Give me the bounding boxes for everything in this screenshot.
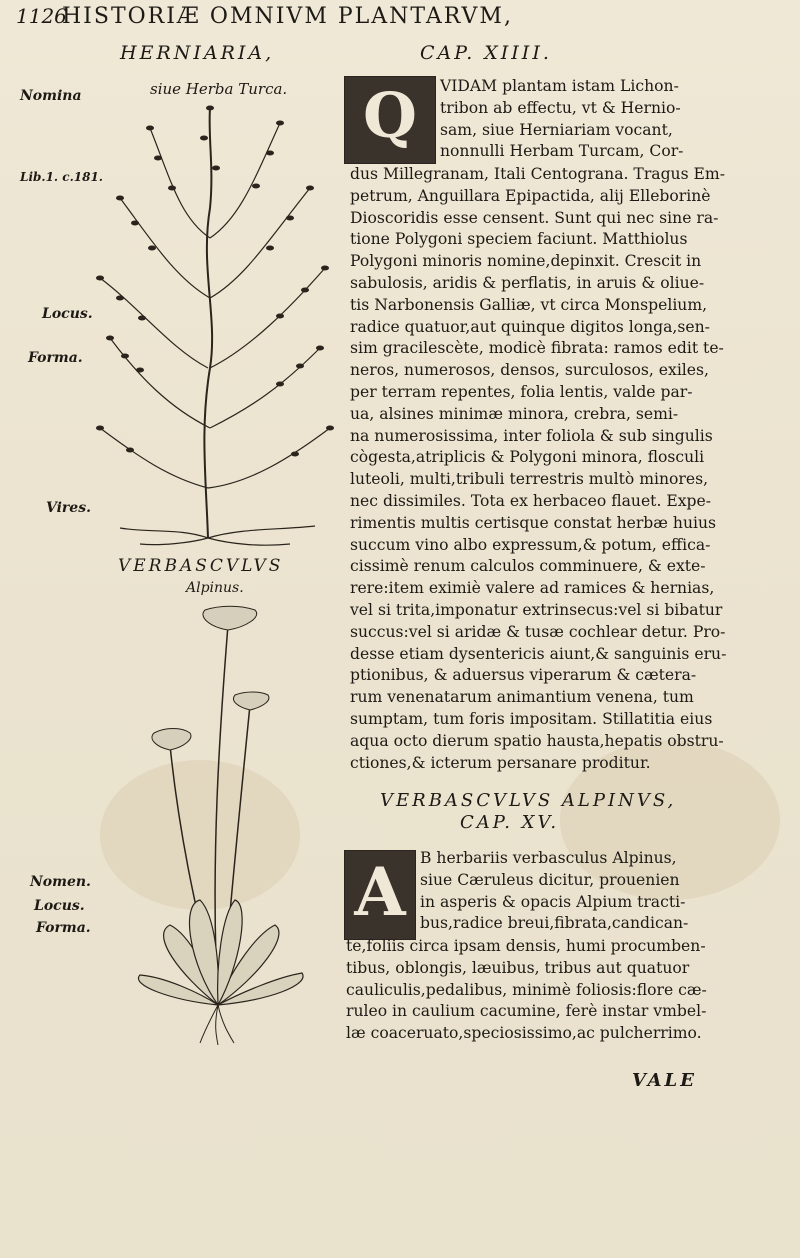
text-line: sabulosis, aridis & perflatis, in aruis & oliue-: [350, 273, 705, 292]
text-line: neros, numerosos, densos, surculosos, exiles,: [350, 361, 709, 380]
text-line: ua, alsines minimæ minora, crebra, semi-: [350, 404, 679, 423]
text-line: tribon ab effectu, vt & Hernio-: [440, 98, 681, 117]
margin-note-forma: Forma.: [28, 350, 83, 366]
chapter15-text-body: [346, 936, 707, 1045]
chapter15-text-top: [420, 848, 688, 935]
chapter-title-verbasculus: VERBASCVLVS ALPINVS,: [380, 790, 677, 811]
chapter-number-14: CAP. XIIII.: [420, 42, 552, 64]
plant-caption-herniaria: siue Herba Turca.: [150, 80, 288, 98]
text-line: cauliculis,pedalibus, minimè foliosis:flore cæ-: [346, 980, 707, 999]
text-line: nonnulli Herbam Turcam, Cor-: [440, 142, 684, 161]
margin-note-nomen: Nomen.: [30, 874, 91, 890]
text-line: te,foliis circa ipsam densis, humi procumben-: [346, 937, 706, 955]
text-line: Polygoni minoris nomine,depinxit. Crescit in: [350, 252, 702, 271]
margin-note-locus-2: Locus.: [34, 898, 85, 914]
initial-letter: Q: [362, 79, 417, 152]
plant-caption-verbasculus: VERBASCVLVS: [118, 556, 284, 576]
text-line: tibus, oblongis, læuibus, tribus aut quatuor: [346, 958, 690, 977]
page-number: 1126: [16, 4, 67, 28]
chapter-number-15: CAP. XV.: [460, 812, 560, 833]
text-line: siue Cæruleus dicitur, prouenien: [420, 870, 680, 889]
text-line: na numerosissima, inter foliola & sub singulis: [350, 426, 713, 445]
text-line: aqua octo dierum spatio hausta,hepatis obstru-: [350, 731, 724, 750]
text-line: rum venenatarum animantium venena, tum: [350, 688, 694, 707]
text-line: succus:vel si aridæ & tusæ cochlear detur. Pro-: [350, 622, 726, 641]
text-line: per terram repentes, folia lentis, valde par-: [350, 382, 693, 401]
decorated-initial-a: [344, 850, 416, 940]
text-line: VIDAM plantam istam Lichon-: [440, 77, 679, 95]
text-line: desse etiam dysentericis aiunt,& sanguinis eru-: [350, 644, 727, 663]
running-title: HISTORIÆ OMNIVM PLANTARVM,: [62, 4, 513, 29]
text-line: sim gracilescète, modicè fibrata: ramos edit te-: [350, 339, 724, 358]
plant-caption-alpinus: Alpinus.: [186, 580, 244, 596]
margin-note-locus: Locus.: [42, 306, 93, 322]
text-line: tis Narbonensis Galliæ, vt circa Monspelium,: [350, 295, 708, 314]
verbasculus-illustration: [110, 605, 330, 1045]
decorated-initial-q: [344, 76, 436, 164]
text-line: cissimè renum calculos comminuere, & exte-: [350, 557, 706, 576]
margin-note-vires: Vires.: [46, 500, 91, 516]
margin-note-lib: Lib.1. c.181.: [20, 170, 103, 184]
text-line: B herbariis verbasculus Alpinus,: [420, 849, 677, 867]
margin-note-forma-2: Forma.: [36, 920, 91, 936]
text-line: nec dissimiles. Tota ex herbaceo flauet. Expe-: [350, 491, 712, 510]
text-line: ruleo in caulium cacumine, ferè instar vmbel-: [346, 1002, 707, 1021]
text-line: sam, siue Herniariam vocant,: [440, 120, 673, 139]
initial-letter: A: [354, 853, 406, 931]
text-line: ptionibus, & aduersus viperarum & cætera-: [350, 666, 697, 685]
margin-note-nomina: Nomina: [20, 88, 82, 104]
herniaria-illustration: [80, 98, 342, 548]
text-line: sumptam, tum foris impositam. Stillatitia eius: [350, 709, 713, 728]
closing-word-vale: VALE: [632, 1070, 697, 1091]
running-head: [16, 4, 513, 29]
text-line: læ coaceruato,speciosissimo,ac pulcherrimo.: [346, 1024, 702, 1043]
text-line: succum vino albo expressum,& potum, effica-: [350, 535, 711, 554]
chapter14-text-top: [440, 76, 683, 163]
text-line: dus Millegranam, Itali Centograna. Tragus Em-: [350, 165, 725, 183]
text-line: cògesta,atriplicis & Polygoni minora, flosculi: [350, 448, 705, 467]
text-line: rimentis multis certisque constat herbæ huius: [350, 513, 717, 532]
text-line: tione Polygoni speciem faciunt. Matthiolus: [350, 230, 688, 249]
chapter-title-herniaria: HERNIARIA,: [120, 42, 275, 64]
chapter14-text-body: [350, 164, 726, 774]
text-line: ctiones,& icterum persanare proditur.: [350, 753, 651, 772]
text-line: rere:item eximiè valere ad ramices & hernias,: [350, 579, 715, 598]
text-line: Dioscoridis esse censent. Sunt qui nec sine ra-: [350, 208, 719, 227]
text-line: radice quatuor,aut quinque digitos longa,sen-: [350, 317, 710, 336]
text-line: luteoli, multi,tribuli terrestris multò minores,: [350, 470, 709, 489]
text-line: in asperis & opacis Alpium tracti-: [420, 892, 686, 911]
text-line: petrum, Anguillara Epipactida, alij Elleborinè: [350, 186, 711, 205]
text-line: bus,radice breui,fibrata,candican-: [420, 914, 689, 933]
text-line: vel si trita,imponatur extrinsecus:vel si bibatur: [350, 600, 723, 619]
